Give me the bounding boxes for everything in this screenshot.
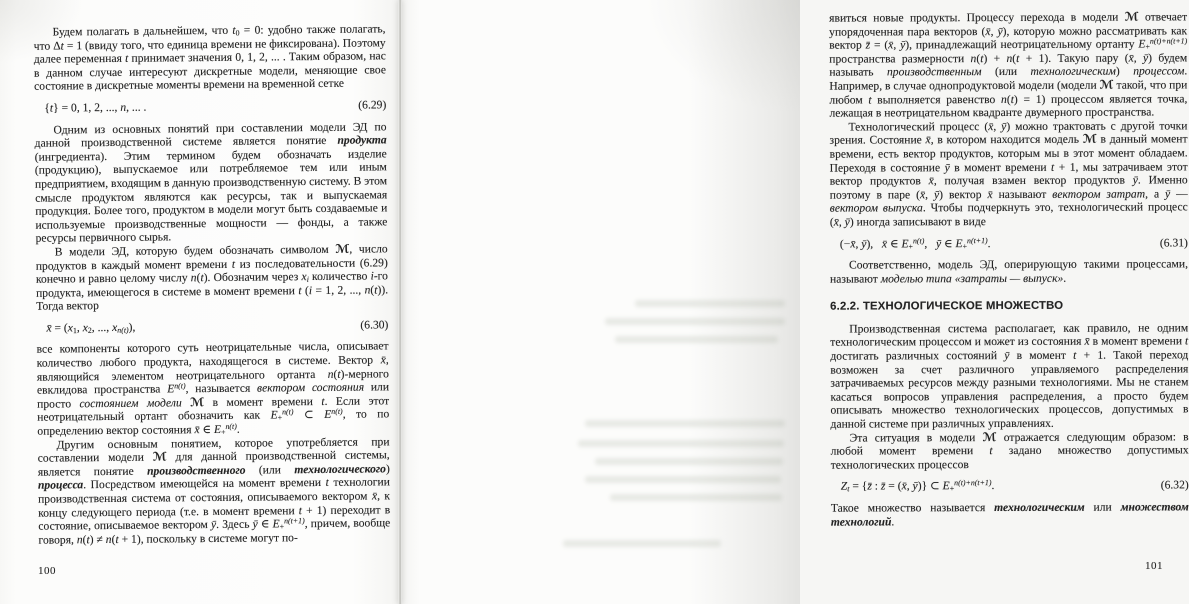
- text-run: все компоненты которого суть неотрицательные числа, описывает количество любого продукта, находящегося в системе. Вектор: [36, 339, 389, 370]
- text-run: , в котором находится модель: [930, 133, 1083, 147]
- paragraph: [831, 500, 1189, 528]
- text-run: , ...,: [91, 320, 113, 335]
- text-run: n: [120, 100, 127, 114]
- text-run: )). Тогда вектор: [36, 282, 389, 313]
- text-run: t: [86, 532, 90, 546]
- left-page: [0, 0, 400, 604]
- bleed-through-ghost: [400, 0, 800, 604]
- text-run: Эта ситуация в модели: [849, 430, 983, 445]
- text-run: (: [333, 367, 338, 381]
- text-run: ȳ: [861, 236, 867, 251]
- text-run: ), которую можно рассматривать как вектор: [829, 23, 1188, 52]
- text-run: x̄: [988, 119, 994, 133]
- text-run: (−: [839, 237, 851, 251]
- text-run: технологическим: [994, 500, 1085, 515]
- text-run: E: [901, 236, 909, 250]
- text-run: называют: [992, 187, 1053, 201]
- text-run: количество: [308, 269, 371, 284]
- text-run: в момент времени: [1089, 334, 1186, 349]
- section-heading: 6.2.2. ТЕХНОЛОГИЧЕСКОЕ МНОЖЕСТВО: [830, 300, 1064, 313]
- text-run: ℳ: [152, 449, 167, 464]
- text-run: (: [1012, 51, 1017, 65]
- text-run: ,: [993, 119, 1002, 133]
- text-run: ȳ: [252, 517, 258, 531]
- text-run: t: [1073, 348, 1077, 362]
- text-run: множеством технологий: [830, 500, 1189, 529]
- paragraph: [830, 257, 1188, 285]
- text-run: ),: [866, 236, 882, 250]
- text-run: В модели ЭД, которую будем обозначать символом: [54, 242, 336, 259]
- text-run: ,: [855, 237, 862, 251]
- text-run: ) иногда записывают в виде: [849, 214, 986, 229]
- formula-body: [46, 321, 135, 335]
- text-run: = 1 (ввиду того, что единица времени не фиксирована). Поэтому далее переменная: [33, 35, 386, 66]
- text-run: ,: [925, 187, 935, 202]
- text-run: в момент времени: [949, 160, 1052, 174]
- text-run: x̄: [888, 38, 894, 52]
- bleed-through-line: [615, 336, 778, 343]
- text-run: i: [370, 269, 374, 283]
- text-run: ȳ: [1132, 173, 1138, 187]
- text-run: t: [232, 23, 236, 37]
- text-run: n: [1006, 51, 1013, 65]
- text-run: n(t)+n(t+1): [954, 478, 992, 488]
- text-run: явиться новые продукты. Процессу перехода в модели: [829, 10, 1125, 25]
- text-run: Z: [840, 479, 848, 493]
- text-run: (: [111, 532, 116, 546]
- text-run: E: [213, 422, 222, 437]
- text-run: (: [976, 51, 981, 65]
- text-run: = {: [849, 479, 868, 493]
- text-run: такой, что при любом: [829, 78, 1188, 107]
- text-run: 1: [72, 325, 77, 335]
- text-run: Другим основным понятием, которое употребляется при составлении модели: [37, 434, 390, 465]
- formula-body: [44, 101, 146, 116]
- paragraph: [830, 321, 1188, 431]
- text-run: x̄: [1084, 335, 1090, 349]
- formula-body: [841, 479, 995, 493]
- text-run: E: [942, 479, 950, 493]
- text-run: , называется: [185, 381, 258, 396]
- text-run: ), принадлежащий неотрицательному ортанту: [905, 37, 1139, 52]
- text-run: +: [949, 484, 955, 494]
- text-run: +: [279, 522, 285, 532]
- paragraph: [831, 430, 1189, 472]
- text-run: n(t): [282, 407, 294, 417]
- text-run: n: [364, 283, 371, 297]
- text-run: ) = 1) процессом является точка, лежащая в неотрицательном квадранте двумерного пространства.: [829, 91, 1188, 120]
- text-run: пространства размерности: [829, 51, 971, 66]
- text-run: процесса: [37, 478, 84, 493]
- text-run: z̄: [880, 479, 886, 493]
- bleed-through-line: [585, 420, 785, 427]
- text-run: i: [308, 283, 313, 297]
- text-run: n: [1000, 92, 1007, 106]
- bleed-through-line: [578, 440, 784, 447]
- text-run: ȳ: [997, 24, 1003, 38]
- text-run: n: [76, 533, 83, 547]
- text-run: t: [115, 532, 119, 546]
- bleed-through-line: [610, 494, 782, 501]
- text-run: в данный момент времени, есть вектор продуктов, которым мы в этот момент обладаем. Переходя в состояние: [829, 132, 1188, 175]
- text-run: технологии производственная система от состояния, описываемого вектором: [37, 475, 390, 506]
- text-run: ℳ: [1082, 132, 1097, 147]
- text-run: ,: [924, 236, 936, 250]
- text-run: ) можно трактовать с другой точки зрения. Состояние: [829, 119, 1188, 147]
- formula: [44, 98, 386, 115]
- text-run: из последовательности (6.29) конечно и равно целому числу: [35, 255, 388, 286]
- text-run: ) будем называть: [829, 51, 1188, 80]
- text-run: x̄: [919, 188, 926, 202]
- text-run: , причем, вообще говоря,: [38, 516, 391, 547]
- paragraph: [829, 119, 1187, 229]
- paragraph: [829, 10, 1187, 120]
- paragraph: [37, 435, 390, 547]
- text-run: x: [111, 320, 118, 334]
- text-run: в момент времени: [204, 394, 322, 409]
- text-run: . Здесь: [216, 517, 253, 532]
- text-run: ): [1115, 64, 1134, 79]
- text-run: + 1, мы затрачиваем этот вектор продуктов: [829, 159, 1188, 188]
- text-run: t: [337, 367, 341, 381]
- bleed-through-line: [605, 318, 785, 325]
- text-run: Технологический процесс (: [848, 119, 989, 134]
- text-run: + 1), поскольку в системе могут по-: [118, 530, 298, 546]
- text-run: или: [1084, 500, 1121, 514]
- text-run: E: [167, 382, 175, 396]
- paragraph: [34, 22, 387, 93]
- formula-body: [840, 237, 991, 251]
- text-run: ⊂: [293, 408, 325, 422]
- text-run: x: [301, 270, 307, 284]
- text-run: x̄: [380, 353, 386, 367]
- text-run: t: [49, 101, 54, 115]
- text-run: n: [327, 367, 334, 381]
- text-run: ) ≠: [89, 532, 106, 546]
- bleed-through-line: [563, 540, 721, 547]
- text-run: t: [200, 271, 204, 285]
- text-run: процессом: [1133, 64, 1185, 78]
- text-run: , к концу следующего периода (т.е. в момент времени: [38, 489, 391, 520]
- text-run: t: [1016, 51, 1020, 65]
- text-run: = 0: удобно также полагать, что Δ: [33, 22, 386, 53]
- paragraph: [36, 242, 389, 313]
- text-run: (: [196, 271, 201, 285]
- text-run: t: [298, 283, 302, 297]
- text-run: 2: [87, 325, 92, 335]
- text-run: E: [272, 517, 280, 531]
- text-run: . Например, в случае однопродуктовой модели (модели: [829, 64, 1188, 93]
- text-run: n: [190, 271, 197, 285]
- text-run: ȳ: [1142, 51, 1149, 65]
- text-run: .: [891, 514, 895, 529]
- page-number-left: 100: [38, 565, 56, 577]
- text-run: ∈: [941, 236, 956, 250]
- text-run: +: [221, 427, 226, 437]
- text-run: ,: [893, 38, 901, 52]
- text-run: +: [277, 413, 283, 423]
- text-run: ) +: [983, 51, 1007, 65]
- text-run: , ... .: [126, 100, 147, 114]
- equation-number: (6.31): [1159, 235, 1188, 249]
- text-run: технологическим: [1030, 65, 1116, 79]
- text-run: Соответственно, модель ЭД, оперирующую такими процессами, называют: [830, 257, 1189, 286]
- text-run: ℳ: [190, 394, 205, 410]
- text-run: Производственная система располагает, как правило, не одним технологическим процессом и может из состояния: [830, 321, 1189, 350]
- text-run: x: [82, 321, 88, 335]
- text-run: или просто: [37, 380, 390, 411]
- text-run: = (: [870, 38, 889, 52]
- text-run: ). Обозначим через: [203, 270, 302, 285]
- text-run: (: [1006, 92, 1011, 106]
- text-run: } = 0, 1, 2, ...,: [53, 100, 121, 115]
- formula: [840, 236, 1188, 251]
- text-run: (ингредиента). Этим термином будем обозначать изделие (продукцию), выпускаемое или потребляемое тем или иным предприятием, входящим в данную производственную систему. В этом смысле продуктом являются как ресурсы, так и выпускаемая продукция. Более того, продуктом в модели могут быть создаваемые и используемые производственные мощности — фонды, а также ресурсы первичного сырья.: [34, 147, 388, 246]
- text-run: E: [324, 408, 332, 422]
- text-run: ȳ: [1001, 119, 1007, 133]
- text-run: ∈: [887, 236, 902, 250]
- text-run: t: [374, 283, 378, 297]
- text-run: моделью типа «затраты — выпуск»: [880, 271, 1064, 286]
- text-run: x̄: [987, 187, 993, 201]
- text-run: . Если этот неотрицательный ортант обозначить как: [37, 394, 390, 425]
- formula: [841, 479, 1189, 494]
- text-run: , число продуктов в каждый момент времени: [35, 242, 388, 273]
- text-run: ℳ: [1099, 77, 1114, 92]
- text-run: t: [989, 444, 993, 458]
- text-run: x̄: [985, 24, 991, 38]
- text-run: n(t): [174, 381, 186, 391]
- text-run: t: [980, 51, 984, 65]
- text-run: ȳ: [900, 38, 906, 52]
- formula: [46, 318, 388, 335]
- text-run: .: [987, 236, 991, 250]
- text-run: выполняется равенство: [871, 92, 1002, 107]
- text-run: t: [1184, 334, 1189, 348]
- text-run: производственного: [146, 463, 246, 478]
- text-run: n(t): [225, 421, 237, 431]
- text-run: , а: [1145, 187, 1166, 201]
- text-run: t: [847, 484, 850, 494]
- text-run: x̄: [925, 133, 931, 147]
- text-run: + 1. Такой переход возможен за счет различного управляемого распределения затрачиваемых ресурсов между разными технологиями. Мы не станем касаться вопросов управления распределения, а просто будем описывать множество технологических процессов, допустимых в данной системе при различных управлениях.: [830, 348, 1189, 431]
- text-run: ȳ: [944, 160, 950, 174]
- right-page: [400, 0, 1189, 604]
- text-run: ,: [990, 24, 998, 38]
- text-run: состоянием модели: [79, 396, 182, 411]
- text-run: x̄: [371, 489, 378, 503]
- right-page-content: [829, 10, 1189, 528]
- text-run: +: [908, 241, 914, 251]
- text-run: = (: [885, 479, 902, 493]
- text-run: вектором выпуска: [829, 201, 923, 215]
- text-run: n(t): [331, 407, 343, 417]
- text-run: —: [1170, 187, 1188, 201]
- text-run: ȳ: [210, 518, 217, 532]
- text-run: x̄: [928, 174, 934, 188]
- text-run: ): [385, 462, 390, 476]
- equation-number: (6.29): [358, 98, 387, 112]
- text-run: x̄: [881, 236, 888, 250]
- text-run: (: [370, 283, 375, 297]
- text-run: +: [962, 241, 968, 251]
- text-run: t: [298, 503, 303, 517]
- text-run: ȳ: [1165, 187, 1171, 201]
- text-run: , являющийся элементом неотрицательного ортанта: [36, 353, 389, 384]
- text-run: (: [301, 283, 309, 297]
- text-run: )-мерного евклидова пространства: [36, 366, 389, 397]
- bleed-through-line: [635, 300, 785, 307]
- text-run: = (: [51, 321, 68, 335]
- text-run: , то по определению вектор состояния: [37, 407, 390, 438]
- bleed-through-line: [595, 458, 783, 465]
- text-run: . Посредством имеющейся на момент времени: [83, 476, 326, 492]
- text-run: t: [60, 39, 64, 53]
- text-run: + 1). Такую пару (: [1019, 51, 1129, 65]
- text-run: n(t): [912, 235, 925, 245]
- text-run: E: [955, 236, 963, 250]
- text-run: {: [44, 101, 50, 115]
- bleed-through-line: [585, 476, 781, 483]
- text-run: отражается следующим образом: в любой момент времени: [830, 429, 1189, 458]
- text-run: ȳ: [844, 215, 850, 229]
- text-run: задано множество допустимых технологических процессов: [830, 443, 1189, 472]
- text-run: + 1) переходит в состояние, описываемое вектором: [38, 502, 391, 533]
- text-run: отвечает упорядоченная пара векторов (: [829, 10, 1188, 39]
- text-run: .: [236, 422, 240, 436]
- text-run: t: [868, 93, 872, 107]
- text-run: ,: [838, 215, 845, 229]
- left-page-content: [34, 22, 391, 547]
- text-run: t: [125, 51, 129, 66]
- text-run: вектором затрат: [1052, 187, 1146, 201]
- text-run: Такое множество называется: [830, 501, 995, 515]
- text-run: (или: [245, 463, 295, 477]
- text-run: . Чтобы подчеркнуть это, технологический процесс (: [829, 200, 1188, 229]
- text-run: ,: [76, 321, 83, 335]
- text-run: x̄: [1128, 51, 1134, 65]
- text-run: n(t+1): [284, 516, 305, 526]
- text-run: n: [970, 51, 977, 65]
- text-run: i: [306, 274, 309, 284]
- text-run: (или: [981, 65, 1031, 79]
- text-run: E: [1138, 37, 1146, 51]
- text-run: t: [1010, 92, 1014, 106]
- text-run: n(t)+n(t+1): [1149, 36, 1188, 46]
- text-run: :: [871, 479, 881, 493]
- text-run: n(t+1): [967, 235, 988, 245]
- text-run: Одним из основных понятий при составлении модели ЭД по данной производственной системе является понятие: [34, 119, 387, 150]
- text-run: x̄: [850, 237, 856, 251]
- text-run: x̄: [833, 215, 839, 229]
- text-run: t: [325, 476, 329, 490]
- text-run: в момент: [1009, 348, 1074, 363]
- text-run: ,: [906, 479, 913, 493]
- text-run: x: [67, 321, 73, 335]
- text-run: технологического: [294, 462, 386, 477]
- text-run: ȳ: [912, 479, 918, 493]
- text-run: x̄: [194, 423, 200, 437]
- text-run: ℳ: [335, 241, 350, 256]
- text-run: -го продукта, имеющегося в системе в момент времени: [36, 269, 388, 300]
- text-run: принимает значения 0, 1, 2, ... . Таким образом, нас в данном случае интересуют дискретные модели, меняющие свое состояние в дискретные моменты времени на временной сетке: [33, 49, 387, 94]
- text-run: (: [82, 532, 87, 547]
- text-run: ℳ: [1124, 9, 1139, 24]
- text-run: вектором состояния: [256, 380, 365, 395]
- text-run: E: [270, 408, 278, 422]
- text-run: )} ⊂: [917, 479, 943, 493]
- text-run: ȳ: [935, 236, 942, 250]
- text-run: +: [1145, 42, 1150, 52]
- text-run: для данной производственной системы, является понятие: [37, 448, 390, 479]
- text-run: ∈: [199, 423, 215, 437]
- text-run: z̄: [865, 38, 871, 52]
- text-run: ℳ: [982, 429, 997, 444]
- text-run: .: [991, 479, 995, 493]
- text-run: t: [231, 257, 236, 271]
- text-run: n: [105, 532, 112, 546]
- text-run: Будем полагать в дальнейшем, что: [52, 23, 233, 39]
- text-run: ȳ: [933, 187, 940, 201]
- text-run: z̄: [867, 479, 872, 493]
- paragraph: [37, 340, 390, 439]
- text-run: ) вектор: [939, 187, 988, 201]
- text-run: ȳ: [1004, 349, 1010, 363]
- text-run: [182, 396, 191, 409]
- text-run: производственным: [886, 65, 982, 79]
- text-run: . Именно поэтому в паре (: [829, 173, 1188, 202]
- text-run: ,: [1133, 51, 1144, 65]
- text-run: t: [321, 394, 325, 408]
- page-gutter: [398, 0, 402, 604]
- paragraph: [34, 120, 387, 246]
- text-run: n(t): [117, 325, 129, 335]
- text-run: .: [1063, 271, 1067, 285]
- equation-number: (6.32): [1160, 478, 1189, 492]
- text-run: t: [1051, 160, 1055, 174]
- text-run: x̄: [46, 321, 52, 335]
- page-number-right: 101: [1145, 560, 1163, 572]
- text-run: продукта: [337, 133, 387, 147]
- text-run: = 1, 2, ...,: [311, 283, 365, 297]
- text-run: , получая взамен вектор продуктов: [933, 173, 1133, 188]
- equation-number: (6.30): [360, 318, 389, 332]
- text-run: достигать различных состояний: [830, 349, 1005, 363]
- text-run: ),: [128, 320, 136, 334]
- text-run: ∈: [257, 517, 273, 531]
- text-run: 0: [235, 28, 240, 38]
- text-run: x̄: [901, 479, 907, 493]
